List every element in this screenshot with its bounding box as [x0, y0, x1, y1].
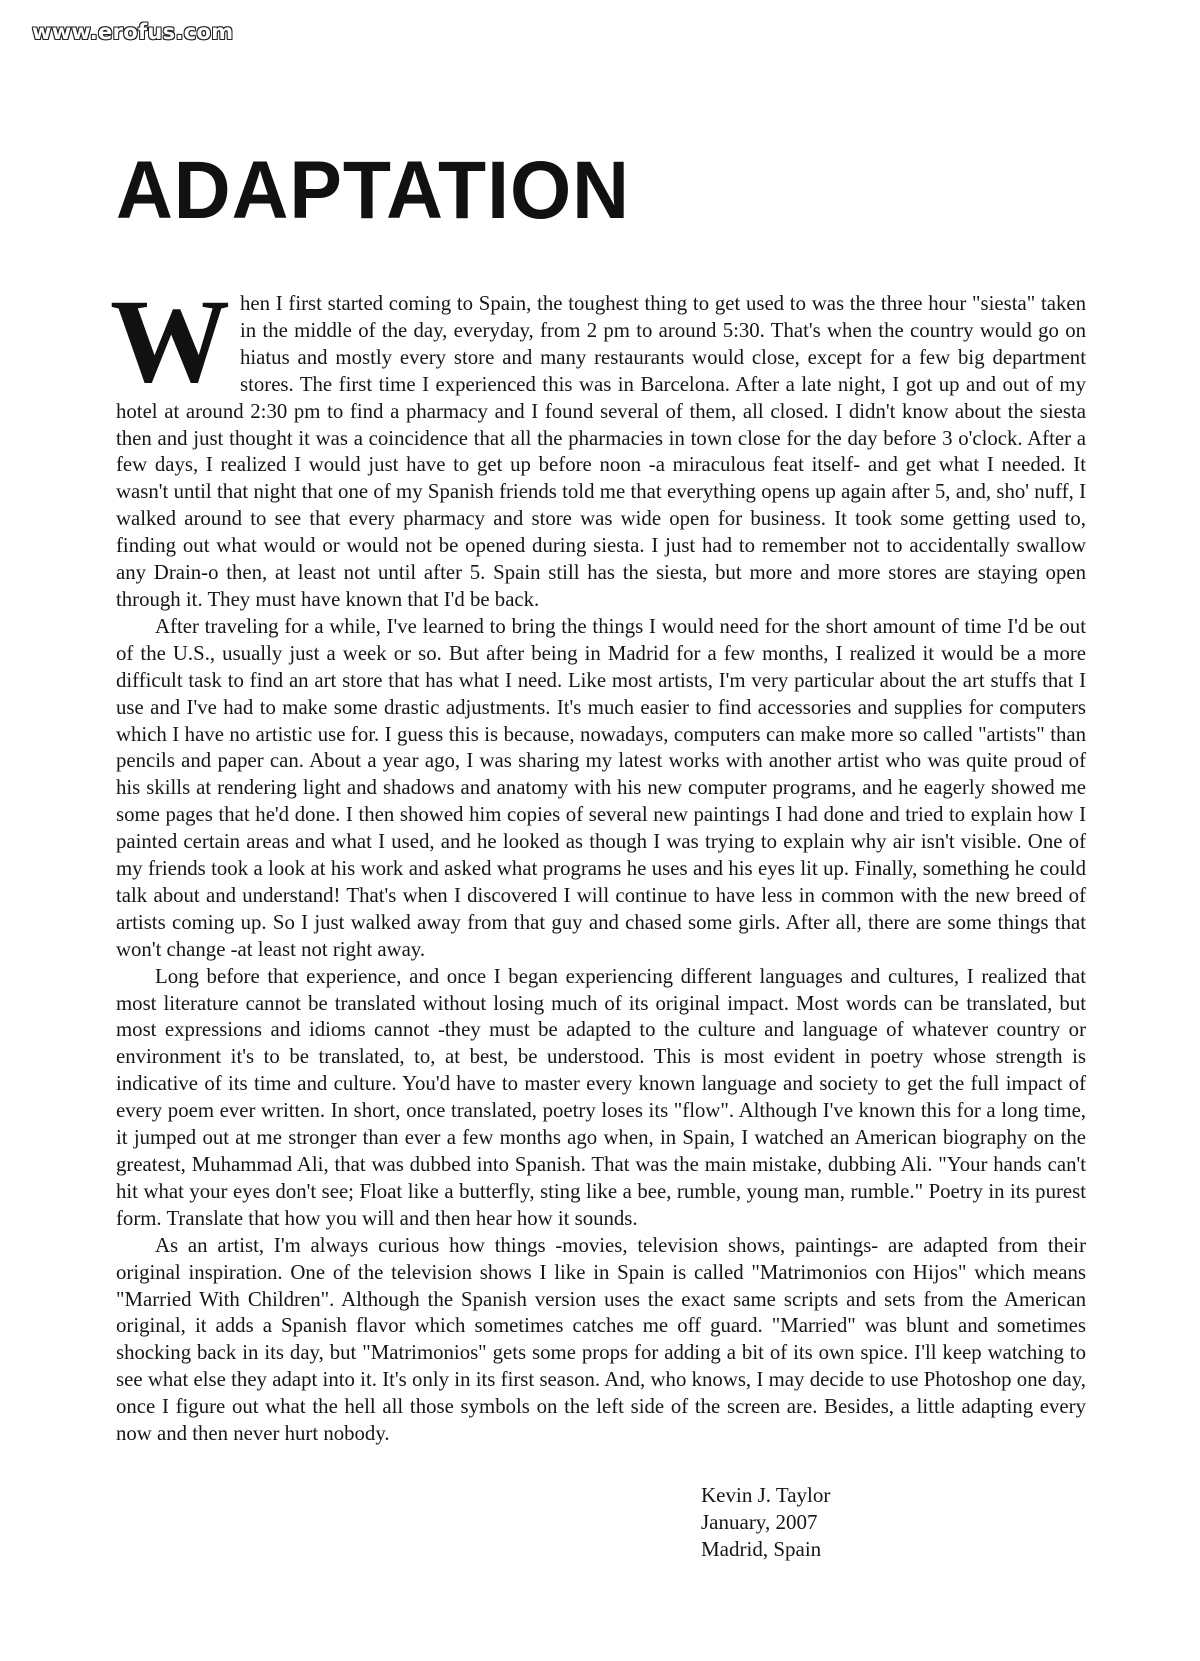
paragraph-1 — [110, 274, 1086, 614]
paragraph-2: After traveling for a while, I've learned to bring the things I would need for the short amount of time I'd be out of the U.S., usually just a week or so. But after being in Madrid for a few months, I realized it would be a more difficult task to find an art store that has what I need. Like most artists, I'm very particular about the art stuffs that I use and I've had to make some drastic adjustments. It's much easier to find accessories and supplies for computers which I have no artistic use for. I guess this is because, nowadays, computers can make more so called "artists" than pencils and paper can. About a year ago, I was sharing my latest works with another artist who was quite proud of his skills at rendering light and shadows and anatomy with his new computer programs, and he eagerly showed me some pages that he'd done. I then showed him copies of several new paintings I had done and tried to explain how I painted certain areas and what I used, and he looked as though I was trying to explain why air isn't visible. One of my friends took a look at his work and asked what programs he uses and his eyes lit up. Finally, something he could talk about and understand! That's when I discovered I will continue to have less in common with the new breed of artists coming up. So I just walked away from that guy and chased some girls. After all, there are some things that won't change -at least not right away. — [116, 614, 1086, 961]
paragraph-4: As an artist, I'm always curious how things -movies, television shows, paintings- are adapted from their original inspiration. One of the television shows I like in Spain is called "Matrimonios con Hijos" which means "Married With Children". Although the Spanish version uses the exact same scripts and sets from the American original, it adds a Spanish flavor which sometimes catches me off guard. "Married" was blunt and sometimes shocking back in its day, but "Matrimonios" gets some props for adding a bit of its own spice. I'll keep watching to see what else they adapt into it. It's only in its first season. And, who knows, I may decide to use Photoshop one day, once I figure out what the hell all those symbols on the left side of the screen are. Besides, a little adapting every now and then never hurt nobody. — [116, 1233, 1086, 1446]
page-title: ADAPTATION — [116, 145, 630, 236]
article-body — [110, 274, 1086, 1448]
author-name: Kevin J. Taylor — [701, 1483, 831, 1507]
signature-place: Madrid, Spain — [701, 1537, 822, 1561]
paragraph-1-text: hen I first started coming to Spain, the toughest thing to get used to was the three hour "siesta" taken in the middle of the day, everyday, from 2 pm to around 5:30. That's when the country would go on hiatus and mostly every store and many restaurants would close, except for a few big department stores. The first time I experienced this was in Barcelona. After a late night, I got up and out of my hotel at around 2:30 pm to find a pharmacy and I found several of them, all closed. I didn't know about the siesta then and just thought it was a coincidence that all the pharmacies in town close for the day before 3 o'clock. After a few days, I realized I would just have to get up before noon -a miraculous feat itself- and get what I needed. It wasn't until that night that one of my Spanish friends told me that everything opens up again after 5, and, sho' nuff, I walked around to see that every pharmacy and store was wide open for business. It took some getting used to, finding out what would or would not be opened during siesta. I just had to remember not to accidentally swallow any Drain-o then, at least not until after 5. Spain still has the siesta, but more and more stores are staying open through it. They must have known that I'd be back. — [116, 292, 1086, 611]
drop-cap: W — [110, 274, 230, 407]
signature-block — [701, 1482, 830, 1563]
paragraph-3: Long before that experience, and once I began experiencing different languages and cultures, I realized that most literature cannot be translated without losing much of its original impact. Most words can be translated, but most expressions and idioms cannot -they must be adapted to the culture and language of whatever country or environment it's to be translated, to, at best, be understood. This is most evident in poetry whose strength is indicative of its time and culture. You'd have to master every known language and society to get the full impact of every poem ever written. In short, once translated, poetry loses its "flow". Although I've known this for a long time, it jumped out at me stronger than ever a few months ago when, in Spain, I watched an American biography on the greatest, Muhammad Ali, that was dubbed into Spanish. That was the main mistake, dubbing Ali. "Your hands can't hit what your eyes don't see; Float like a butterfly, sting like a bee, rumble, young man, rumble." Poetry in its purest form. Translate that how you will and then hear how it sounds. — [116, 964, 1086, 1230]
signature-date: January, 2007 — [701, 1510, 818, 1534]
watermark-text: www.erofus.com — [32, 20, 234, 44]
